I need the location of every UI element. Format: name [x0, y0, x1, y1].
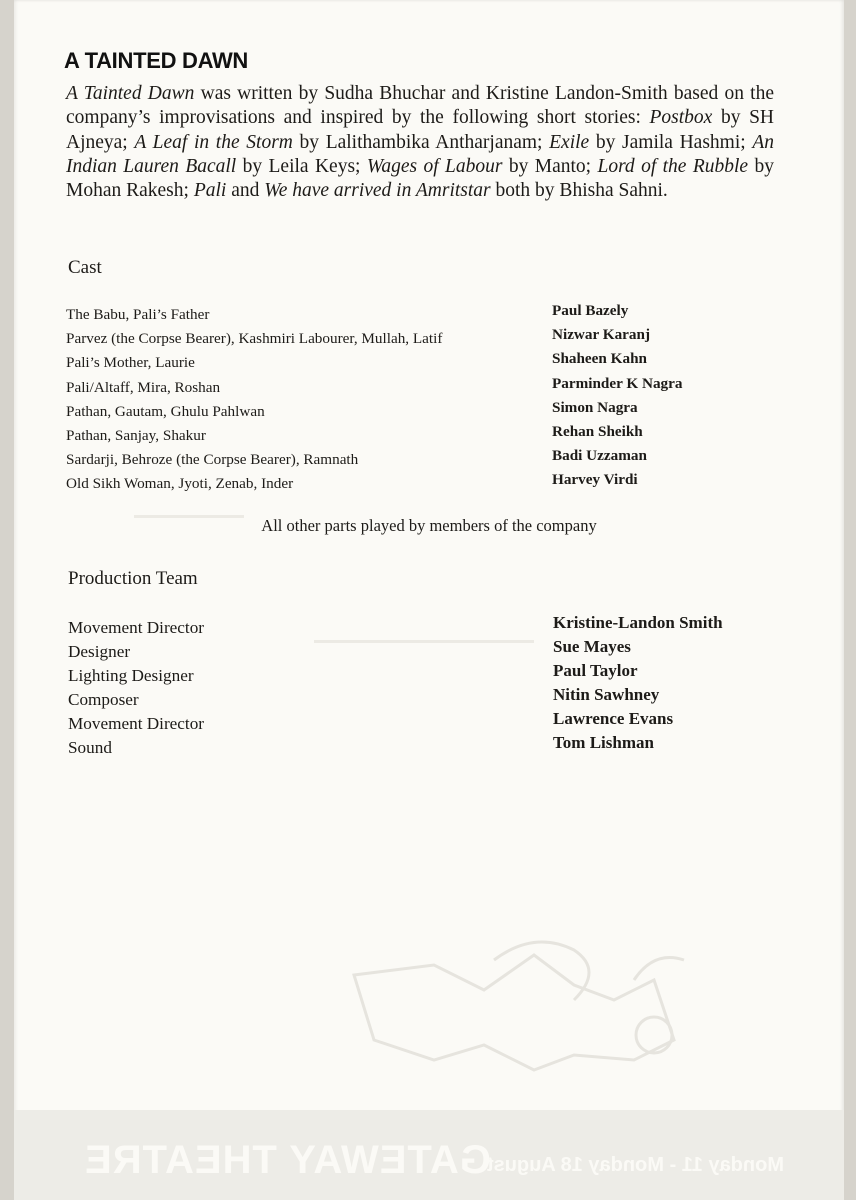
cast-actors-list: [552, 299, 682, 493]
production-person: Lawrence Evans: [553, 709, 674, 729]
cast-actor: Shaheen Kahn: [552, 350, 647, 368]
intro-text: both by Bhisha Sahni.: [490, 180, 668, 202]
production-role: Movement Director: [68, 618, 205, 637]
cast-actor: Simon Nagra: [552, 398, 638, 416]
intro-text: by Mohan Rakesh;: [66, 155, 774, 202]
intro-title-text: Pali: [193, 180, 227, 202]
cast-actor: Rehan Sheikh: [552, 423, 643, 441]
production-role: Designer: [68, 642, 131, 662]
production-person: Kristine-Landon Smith: [553, 613, 723, 632]
intro-title-text: Wages of Labour: [366, 155, 503, 177]
cast-actor: Badi Uzzaman: [552, 447, 647, 465]
cast-role: Sardarji, Behroze (the Corpse Bearer), Ramnath: [66, 451, 359, 469]
production-role: Composer: [68, 690, 139, 710]
page-title: A TAINTED DAWN: [64, 48, 249, 73]
intro-title-text: Lord of the Rubble: [597, 155, 749, 177]
cast-role: Pathan, Sanjay, Shakur: [66, 427, 206, 445]
production-person: Nitin Sawhney: [553, 685, 660, 705]
intro-title-text: Exile: [549, 131, 590, 153]
cast-heading: Cast: [68, 257, 102, 278]
cast-actor: Paul Bazely: [552, 302, 629, 319]
intro-title-text: A Leaf in the Storm: [134, 131, 293, 153]
cast-actor: Parminder K Nagra: [552, 374, 683, 392]
production-role: Lighting Designer: [68, 666, 194, 686]
programme-page: [14, 0, 844, 1200]
show-through-venue: GATEWAY THEATRE: [84, 1138, 491, 1182]
cast-role: Pali’s Mother, Laurie: [66, 354, 195, 372]
intro-text: by Leila Keys;: [236, 155, 367, 177]
intro-title-text: Postbox: [649, 107, 713, 129]
cast-role: Old Sikh Woman, Jyoti, Zenab, Inder: [66, 475, 294, 493]
cast-role: Parvez (the Corpse Bearer), Kashmiri Labourer, Mullah, Latif: [66, 330, 443, 348]
intro-text: by Lalithambika Antharjanam;: [292, 131, 550, 153]
cast-role: Pathan, Gautam, Ghulu Pahlwan: [66, 402, 265, 420]
intro-title-text: An Indian Lauren Bacall: [66, 131, 775, 177]
production-person: Sue Mayes: [553, 637, 631, 657]
production-role: Sound: [68, 738, 112, 758]
intro-text: by SH Ajneya;: [66, 107, 774, 153]
show-through-dates: Monday 11 - Monday 18 August: [486, 1154, 784, 1176]
other-parts-note: All other parts played by members of the company: [261, 516, 597, 535]
production-heading: Production Team: [68, 568, 198, 589]
intro-title-text: We have arrived in Amritstar: [264, 180, 491, 202]
cast-role: The Babu, Pali’s Father: [66, 306, 210, 323]
cast-actor: Nizwar Karanj: [552, 326, 650, 344]
production-people-list: [553, 611, 723, 756]
intro-text: by Jamila Hashmi;: [589, 131, 753, 153]
intro-title-text: A Tainted Dawn: [66, 83, 195, 104]
show-through-footer: [84, 1138, 784, 1192]
production-person: Paul Taylor: [553, 661, 638, 681]
intro-text: and: [226, 180, 265, 202]
intro-text: by Manto;: [502, 155, 598, 177]
cast-role: Pali/Altaff, Mira, Roshan: [66, 378, 221, 396]
production-roles-list: [68, 616, 204, 761]
cast-roles-list: [66, 303, 442, 497]
intro-text: was written by Sudha Bhuchar and Kristine Landon-Smith based on the company’s improvisations and inspired by the following short stories:: [66, 83, 774, 129]
production-person: Tom Lishman: [553, 733, 654, 753]
intro-paragraph: [66, 82, 774, 203]
production-role: Movement Director: [68, 714, 205, 734]
cast-actor: Harvey Virdi: [552, 471, 638, 489]
